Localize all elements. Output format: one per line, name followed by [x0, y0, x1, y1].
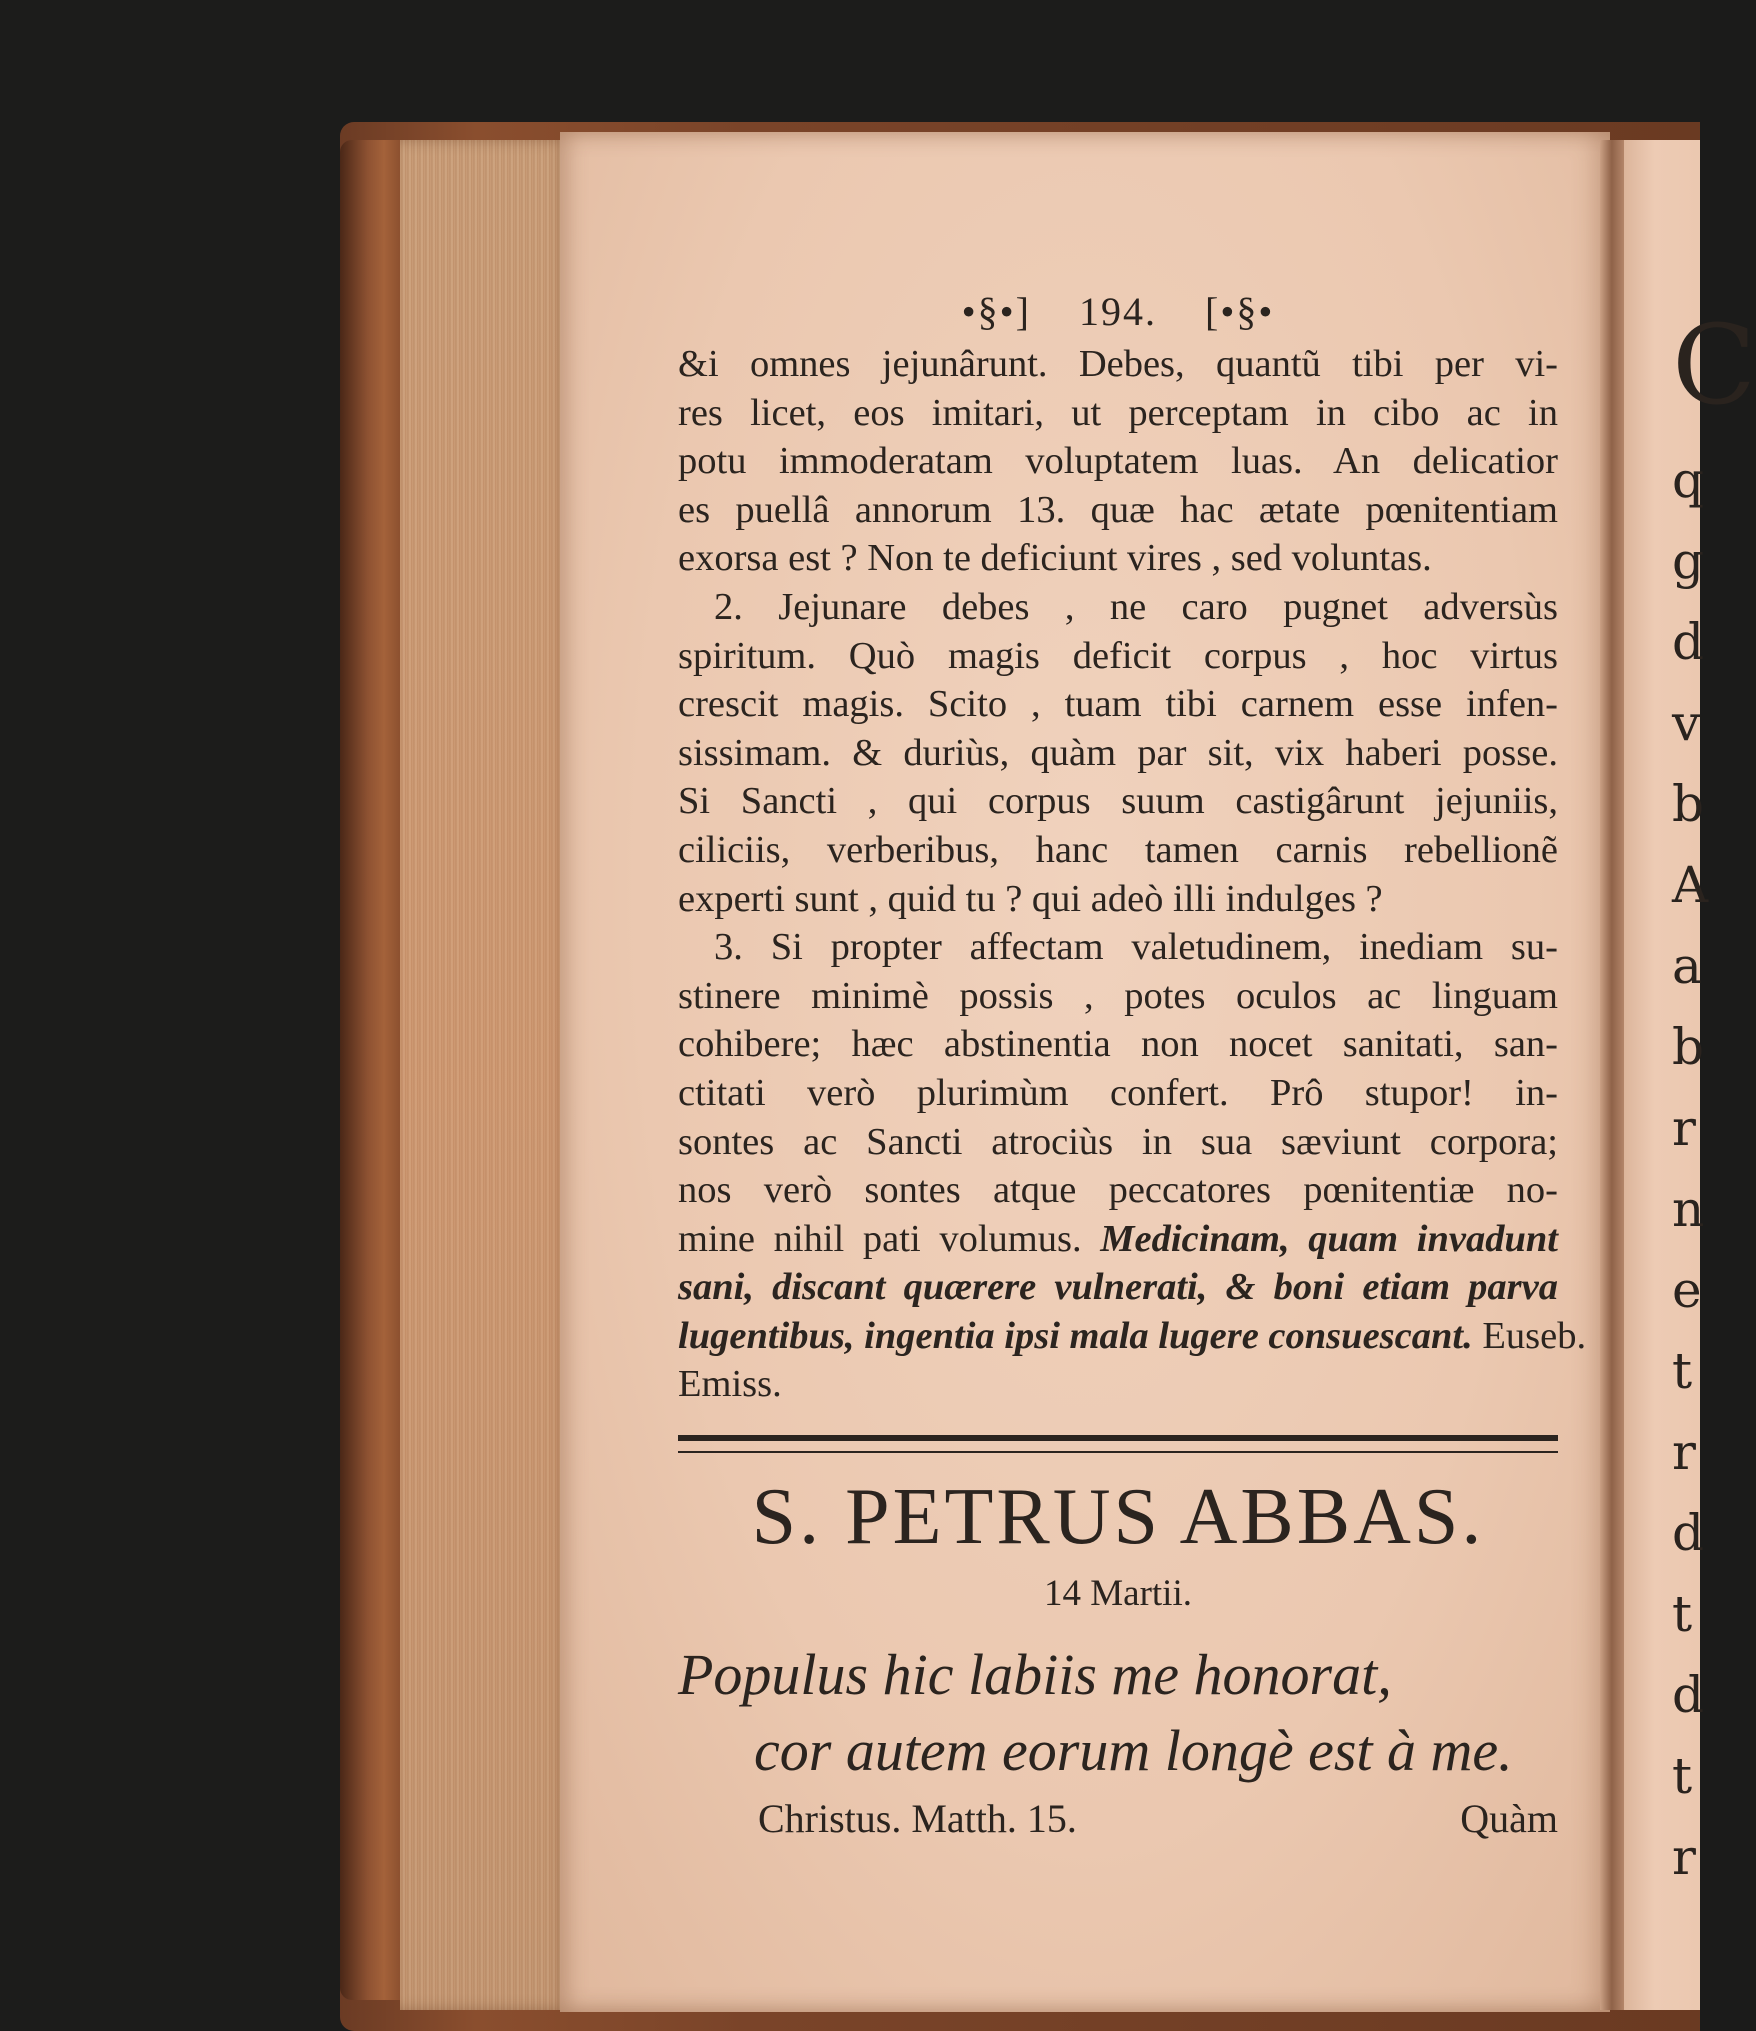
facing-fragment: d	[1672, 1666, 1705, 1724]
facing-initial-letter: C	[1672, 301, 1756, 429]
running-header	[678, 284, 1558, 340]
page-edges-shade	[400, 140, 570, 2010]
facing-fragment: t	[1672, 1585, 1693, 1643]
feast-date: 14 Martii.	[1044, 1573, 1192, 1615]
body-line: experti sunt , quid tu ? qui adeò illi indulges ?	[678, 877, 1383, 920]
body-line: crescit magis. Scito , tuam tibi carnem esse infen-	[678, 683, 1558, 726]
body-line: sissimam. & duriùs, quàm par sit, vix haberi posse.	[678, 731, 1558, 774]
body-line: 3. Si propter affectam valetudinem, inediam su-	[714, 926, 1558, 969]
quote-line-2: cor autem eorum longè est à me.	[754, 1718, 1513, 1784]
book-gutter	[1600, 140, 1626, 2010]
attribution: Christus. Matth. 15.	[758, 1796, 1077, 1842]
facing-fragment: g	[1672, 532, 1705, 590]
body-line: sontes ac Sancti atrociùs in sua sæviunt corpora;	[678, 1120, 1558, 1163]
facing-fragment: t	[1672, 1747, 1693, 1805]
body-line-mixed-1: mine nihil pati volumus. Medicinam, quam invadunt	[678, 1217, 1558, 1260]
facing-fragment: d	[1672, 613, 1705, 671]
body-text	[678, 340, 1558, 1215]
body-line: &i omnes jejunârunt. Debes, quantũ tibi per vi-	[678, 343, 1558, 385]
facing-fragment: e	[1672, 1261, 1702, 1319]
body-line-mixed-2: sani, discant quærere vulnerati, & boni etiam parva	[678, 1266, 1558, 1309]
body-line: exorsa est ? Non te deficiunt vires , sed voluntas.	[678, 537, 1432, 580]
body-line: ciliciis, verberibus, hanc tamen carnis rebellionẽ	[678, 828, 1558, 871]
facing-fragment: d	[1672, 1504, 1705, 1562]
saint-title: S. PETRUS ABBAS.	[751, 1473, 1485, 1562]
body-line: es puellâ annorum 13. quæ hac ætate pœnitentiam	[678, 488, 1558, 531]
facing-page-fragments	[1672, 290, 1756, 1898]
body-line: cohibere; hæc abstinentia non nocet sanitati, san-	[678, 1023, 1558, 1066]
header-left-ornament: •§•]	[961, 289, 1031, 334]
facing-fragment: t	[1672, 1342, 1693, 1400]
attribution-line	[678, 1789, 1558, 1849]
facing-fragment: v	[1672, 694, 1701, 752]
header-right-ornament: [•§•	[1205, 289, 1275, 334]
body-line: spiritum. Quò magis deficit corpus , hoc virtus	[678, 634, 1558, 677]
body-line: stinere minimè possis , potes oculos ac linguam	[678, 974, 1558, 1017]
facing-fragment: q	[1672, 451, 1705, 509]
section-divider	[678, 1435, 1558, 1453]
body-line: nos verò sontes atque peccatores pœnitentiæ no-	[678, 1169, 1558, 1212]
facing-fragment: r	[1672, 1099, 1696, 1157]
facing-fragment: r	[1672, 1828, 1696, 1886]
facing-fragment: r	[1672, 1423, 1696, 1481]
page-text	[678, 284, 1587, 1849]
body-line: ctitati verò plurimùm confert. Prô stupor! in-	[678, 1071, 1558, 1114]
body-line-mixed-3: lugentibus, ingentia ipsi mala lugere consuescant. Euseb.	[678, 1314, 1587, 1357]
facing-fragment: n	[1672, 1180, 1705, 1238]
page-number: 194.	[1079, 289, 1157, 334]
facing-fragment: A	[1672, 856, 1709, 914]
quote-line-1: Populus hic labiis me honorat,	[678, 1642, 1392, 1708]
facing-fragment: b	[1672, 1018, 1705, 1076]
facing-fragment: b	[1672, 775, 1705, 833]
body-line: Si Sancti , qui corpus suum castigârunt jejuniis,	[678, 780, 1558, 823]
body-line: 2. Jejunare debes , ne caro pugnet adversùs	[714, 585, 1558, 628]
body-line-last: Emiss.	[678, 1363, 782, 1406]
body-line: potu immoderatam voluptatem luas. An delicatior	[678, 440, 1558, 483]
facing-fragment: a	[1672, 937, 1702, 995]
catchword: Quàm	[1460, 1796, 1558, 1842]
body-line: res licet, eos imitari, ut perceptam in cibo ac in	[678, 391, 1558, 434]
